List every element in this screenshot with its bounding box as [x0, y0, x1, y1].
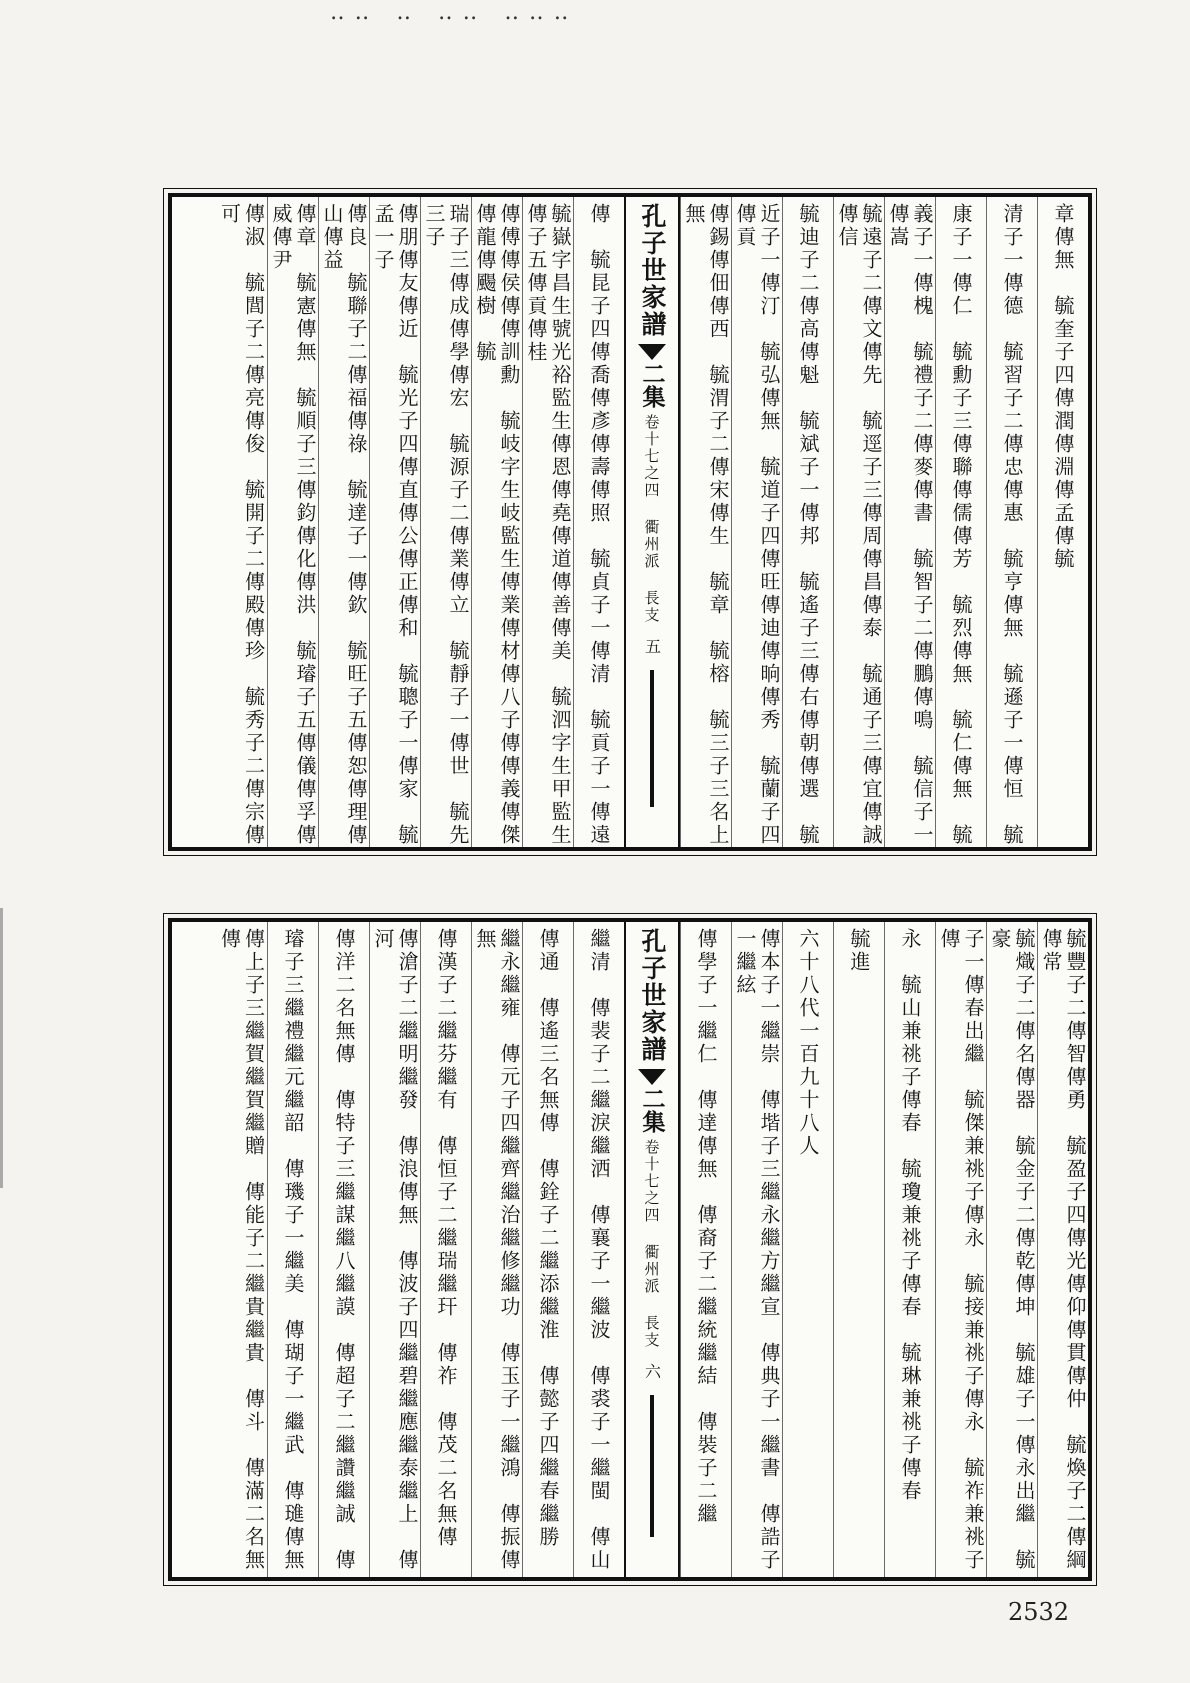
generation-heading-column: [782, 922, 833, 1577]
text-column: [1037, 922, 1088, 1577]
fishtail-mark-icon: [638, 344, 666, 360]
text-column: [471, 197, 522, 847]
column-text: 近子一傳汀 毓弘傳無 毓道子四傳旺傳迪傳晌傳秀 毓蘭子四傳貢: [733, 203, 781, 847]
chapter-label: 卷十七之四 衢州派 長支: [642, 1139, 661, 1349]
text-column: [522, 922, 573, 1577]
column-text: 傳滄子二繼明繼發 傳浪傳無 傳波子四繼碧繼應繼泰繼上 傳河: [371, 928, 419, 1572]
column-text: 璿子三繼禮繼元繼韶 傳璣子一繼美 傳瑚子一繼武 傳璡傳無: [281, 928, 305, 1572]
column-text: 傳朋傳友傳近 毓光子四傳直傳公傳正傳和 毓聰子一傳家 毓孟一子: [371, 203, 419, 847]
chapter-label: 卷十七之四 衢州派 長支: [642, 414, 661, 624]
leaf-number: 六: [642, 1363, 662, 1379]
column-text: 傳 毓昆子四傳喬傳彥傳壽傳照 毓貞子一傳清 毓貢子一傳遠: [587, 203, 611, 847]
fishtail-mark-icon: [638, 1069, 666, 1085]
spine-rule: [650, 670, 654, 807]
text-column: [1037, 197, 1088, 847]
column-text: 傳傅傳侯傳傳訓勳 毓岐字生岐監生傳業傳材傳八子傳傳義傳傑傳龍傳颺樹 毓: [473, 203, 521, 847]
column-text: 清子一傳德 毓習子二傳忠傳惠 毓亨傳無 毓遜子一傳恒 毓: [1000, 203, 1024, 847]
column-text: 傳漢子二繼芬繼有 傳恒子二繼瑞繼玕 傳祚 傳茂二名無傳: [434, 928, 458, 1549]
text-column: [680, 197, 731, 847]
column-text: 傳通 傳遙三名無傳 傳銓子二繼添繼淮 傳懿子四繼春繼勝: [536, 928, 560, 1549]
leaf-number: 五: [642, 638, 662, 654]
text-column: [420, 922, 471, 1577]
text-column: [522, 197, 573, 847]
column-text: 毓迪子二傳高傳魁 毓斌子一傳邦 毓遙子三傳右傳朝傳選 毓: [796, 203, 820, 847]
text-column: [986, 197, 1037, 847]
text-column: [369, 197, 420, 847]
column-text: 康子一傳仁 毓勳子三傳聯傳儒傳芳 毓烈傳無 毓仁傳無 毓: [949, 203, 973, 847]
column-text: 傳學子一繼仁 傳達傳無 傳裔子二繼統繼結 傳裝子二繼: [694, 928, 718, 1526]
page-header-fragment: ‥‥ ‥ ‥‥ ‥‥‥: [330, 0, 579, 22]
column-text: 毓嶽字昌生號光裕監生傳恩傳堯傳道傳善傳美 毓泗字生甲監生傳子五傳貢傳桂: [524, 203, 572, 847]
column-text: 傳洋二名無傳 傳特子三繼謀繼八繼謨 傳超子二繼讚繼誠 傳: [332, 928, 356, 1572]
text-column: [573, 922, 624, 1577]
column-text: 傳淑 毓閭子二傳亮傳俊 毓開子二傳殿傳珍 毓秀子二傳宗傳可: [217, 203, 266, 847]
column-text: 毓熾子二傳名傳器 毓金子二傳乾傳坤 毓雄子一傳永出繼 毓豪: [988, 928, 1036, 1572]
volume-label: 二集: [638, 1087, 666, 1133]
text-column: [267, 922, 318, 1577]
column-text: 毓進: [847, 928, 871, 974]
column-text: 子一傳春出繼 毓傑兼祧子傳永 毓接兼祧子傳永 毓祚兼祧子傳: [937, 928, 985, 1572]
text-column: [833, 197, 884, 847]
text-column: [318, 197, 369, 847]
page-number: 2532: [1008, 1598, 1070, 1626]
column-text: 傳本子一繼崇 傳堦子三繼永繼方繼宣 傳典子一繼書 傳誥子一繼絃: [733, 928, 781, 1572]
text-column: [573, 197, 624, 847]
volume-label: 二集: [638, 362, 666, 408]
column-text: 繼清 傳裴子二繼淚繼洒 傳襄子一繼波 傳裘子一繼閩 傳山: [587, 928, 611, 1572]
spine-rule: [650, 1395, 654, 1537]
book-spine: [624, 922, 680, 1577]
text-column: [369, 922, 420, 1577]
text-column: [731, 922, 782, 1577]
column-text: 永 毓山兼祧子傳春 毓瓊兼祧子傳春 毓琳兼祧子傳春: [898, 928, 922, 1503]
column-text: 義子一傳槐 毓禮子二傳麥傳書 毓智子二傳鵬傳鳴 毓信子一傳嵩: [886, 203, 934, 847]
text-column: [471, 922, 522, 1577]
column-text: 繼永繼雍 傳元子四繼齊繼治繼修繼功 傳玉子一繼鴻 傳振傳無: [473, 928, 521, 1572]
text-column: [680, 922, 731, 1577]
column-text: 傳良 毓聯子二傳福傳祿 毓達子一傳欽 毓旺子五傳恕傳理傳山傳益: [320, 203, 368, 847]
book-spine: [624, 197, 680, 847]
book-title: 孔子世家譜: [638, 203, 667, 338]
text-column: [267, 197, 318, 847]
text-column: [420, 197, 471, 847]
column-text: 章傳無 毓奎子四傳潤傳淵傳孟傳毓: [1051, 203, 1075, 571]
text-column: [216, 922, 267, 1577]
column-text: 傳上子三繼賀繼賀繼贈 傳能子二繼貴繼貴 傳斗 傳滿二名無傳: [217, 928, 266, 1572]
column-text: 瑞子三傳成傳學傳宏 毓源子二傳業傳立 毓靜子一傳世 毓先三子: [422, 203, 470, 847]
text-column: [935, 922, 986, 1577]
text-column: [216, 197, 267, 847]
text-column: [782, 197, 833, 847]
text-column: [833, 922, 884, 1577]
text-column: [731, 197, 782, 847]
scan-margin-line: [0, 908, 3, 1188]
text-column: [935, 197, 986, 847]
generation-heading: 六十八代一百九十八人: [796, 928, 820, 1158]
text-column: [884, 197, 935, 847]
book-title: 孔子世家譜: [638, 928, 667, 1063]
column-text: 毓遠子二傳文傳先 毓逕子三傳周傳昌傳泰 毓通子三傳宜傳誠傳信: [835, 203, 883, 847]
column-text: 毓豐子二傳智傳勇 毓盈子四傳光傳仰傳貫傳仲 毓煥子二傳綱傳常: [1039, 928, 1087, 1572]
genealogy-panel-bottom: [168, 918, 1092, 1581]
text-column: [884, 922, 935, 1577]
genealogy-panel-top: [168, 193, 1092, 851]
column-text: 傳章 毓憲傳無 毓順子三傳鈞傳化傳洪 毓璿子五傳儀傳孚傳威傳尹: [269, 203, 317, 847]
text-column: [318, 922, 369, 1577]
column-text: 傳錫傳佃傳西 毓渭子二傳宋傳生 毓章 毓榕 毓三子三名上無: [682, 203, 730, 847]
text-column: [986, 922, 1037, 1577]
